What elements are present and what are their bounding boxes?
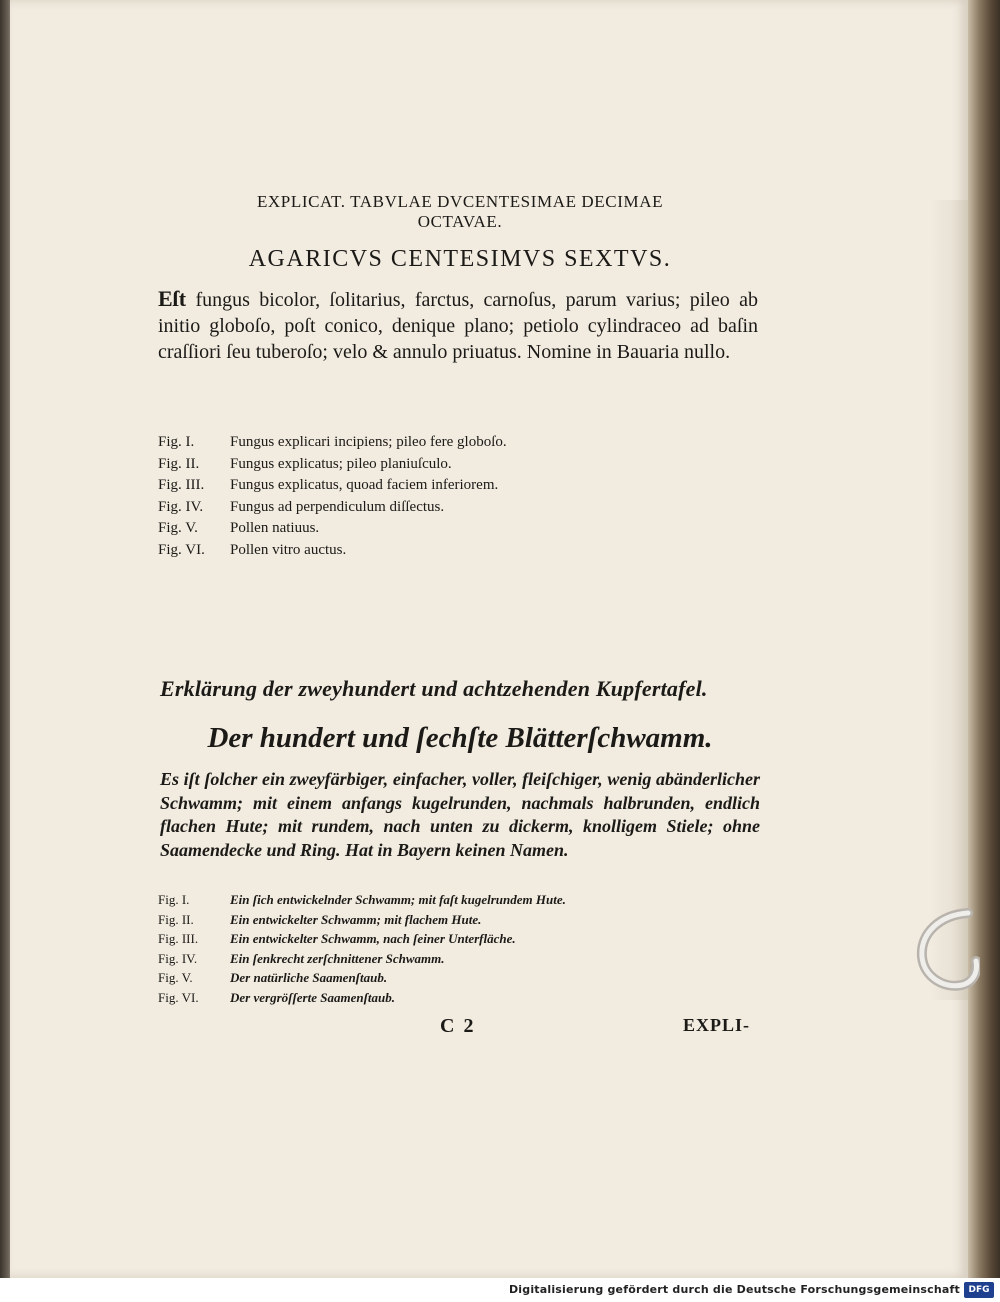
figure-text: Ein entwickelter Schwamm, nach ſeiner Unterfläche. [230, 931, 516, 946]
latin-figure-item [158, 454, 718, 476]
german-heading: Erklärung der zweyhundert und achtzehenden Kupfertafel. [160, 676, 708, 701]
figure-label: Fig. V. [158, 520, 198, 536]
latin-description-text: fungus bicolor, ſolitarius, farctus, carnoſus, parum varius; pileo ab initio globoſo, poſt conico, denique plano; petiolo cylindraceo ad baſin craſſiori ſeu tuberoſo; velo & annulo priuatus. Nomine in Bauaria nullo. [158, 289, 758, 363]
latin-figure-list [158, 432, 718, 561]
figure-label: Fig. II. [158, 911, 194, 927]
german-figure-item [158, 890, 718, 910]
figure-text: Der natürliche Saamenſtaub. [230, 970, 388, 985]
catchword: EXPLI- [683, 1015, 751, 1035]
latin-figure-item [158, 497, 718, 519]
german-title: Der hundert und ſechſte Blätterſchwamm. [207, 722, 713, 754]
footer-credit: Digitalisierung gefördert durch die Deutsche Forschungsgemeinschaft [508, 1283, 960, 1296]
german-figure-item [158, 929, 718, 949]
figure-label: Fig. I. [158, 892, 190, 907]
latin-figure-item [158, 540, 718, 562]
figure-label: Fig. III. [158, 931, 199, 946]
german-figure-list [158, 890, 718, 1007]
german-figure-item [158, 968, 718, 988]
figure-text: Ein ſich entwickelnder Schwamm; mit faſt kugelrundem Hute. [230, 892, 566, 907]
latin-figure-item [158, 432, 718, 454]
figure-text: Pollen vitro auctus. [230, 541, 347, 558]
latin-figure-item [158, 518, 718, 540]
figure-label: Fig. IV. [158, 950, 198, 966]
figure-text: Fungus ad perpendiculum diſſectus. [230, 498, 445, 515]
latin-description-lead: Eſt [158, 286, 187, 311]
figure-text: Ein entwickelter Schwamm; mit flachem Hute. [230, 911, 482, 927]
german-description: Es iſt ſolcher ein zweyfärbiger, einfacher, voller, fleiſchiger, wenig abänderlicher Schwamm; mit einem anfangs kugelrunden, nachmals halbrunden, endlich flachen Hute; mit rundem, nach unten zu dickerm, knolligem Stiele; ohne Saamendecke und Ring. Hat in Bayern keinen Namen. [160, 769, 760, 860]
figure-text: Fungus explicatus, quoad faciem inferiorem. [230, 477, 499, 493]
latin-heading-line2: OCTAVAE. [417, 212, 503, 231]
figure-text: Ein ſenkrecht zerſchnittener Schwamm. [230, 950, 445, 966]
page-signature: C 2 [440, 1015, 476, 1037]
latin-figure-item [158, 475, 718, 497]
latin-heading-line1: EXPLICAT. TABVLAE DVCENTESIMAE DECIMAE [256, 192, 664, 211]
latin-heading [160, 192, 760, 232]
figure-label: Fig. VI. [158, 541, 205, 558]
dfg-logo-icon: DFG [964, 1282, 994, 1298]
page-right-edge [968, 0, 1000, 1278]
figure-label: Fig. IV. [158, 498, 204, 515]
figure-label: Fig. VI. [158, 989, 199, 1005]
german-figure-item [158, 988, 718, 1008]
figure-text: Der vergröſſerte Saamenſtaub. [230, 989, 396, 1005]
latin-title: AGARICVS CENTESIMVS SEXTVS. [248, 246, 672, 272]
figure-label: Fig. III. [158, 477, 205, 493]
figure-label: Fig. II. [158, 455, 200, 472]
latin-description [158, 286, 758, 365]
page-bleed-shadow [930, 200, 968, 1000]
figure-text: Pollen natiuus. [230, 520, 320, 536]
figure-label: Fig. V. [158, 970, 193, 985]
paper-clip-icon [910, 905, 980, 995]
figure-text: Fungus explicari incipiens; pileo fere globoſo. [230, 434, 507, 450]
german-figure-item [158, 949, 718, 969]
german-figure-item [158, 910, 718, 930]
figure-label: Fig. I. [158, 434, 195, 450]
figure-text: Fungus explicatus; pileo planiuſculo. [230, 455, 452, 472]
